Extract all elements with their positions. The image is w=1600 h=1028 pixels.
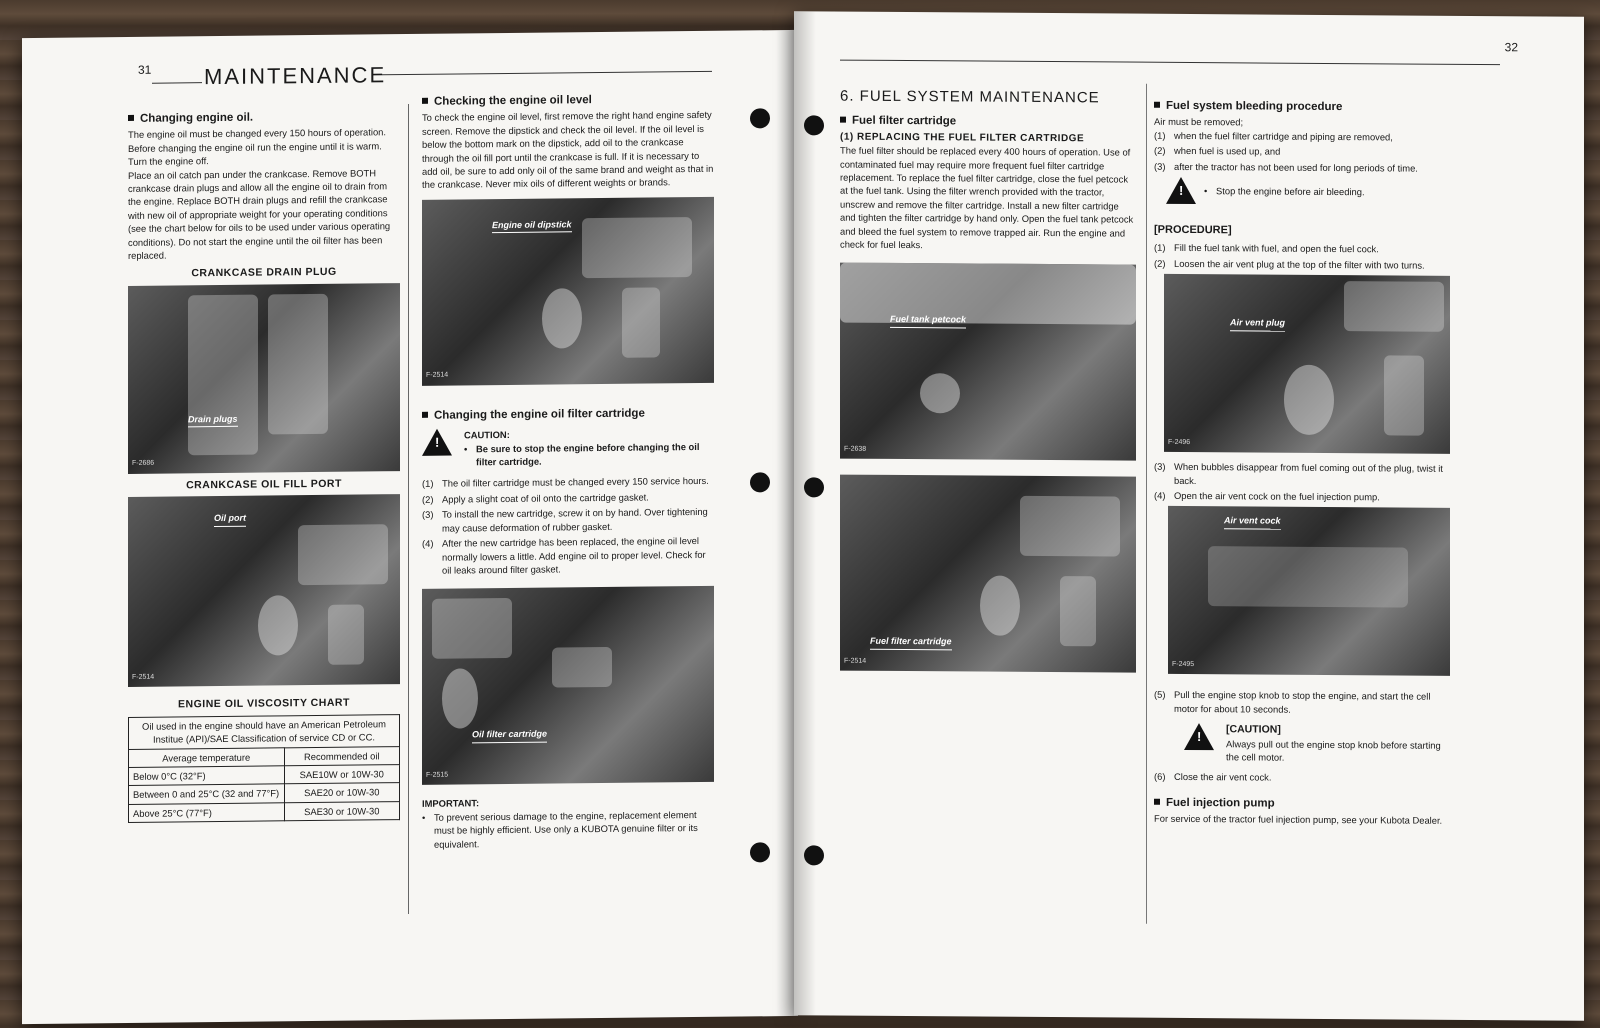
conditions-list xyxy=(1154,129,1450,175)
list-item: (5) Pull the engine stop knob to stop the engine, and start the cell motor for about 10 seconds. xyxy=(1154,689,1431,715)
body-text: The fuel filter should be replaced every 400 hours of operation. Use of contaminated fuel may require more frequent fuel filter cartridge replacement. To replace the fuel filter cartridge, close the fuel petcock at the fuel tank. Using the filter wrench provided with the tractor, unscrew and remove the filter cartridge. Install a new filter cartridge and tighten the filter cartridge by hand only. Open the fuel tank petcock and bleed the fuel system to remove trapped air. Run the engine and check for fuel leaks. xyxy=(840,144,1134,251)
photo-label: Fuel filter cartridge xyxy=(870,635,952,650)
photo-fuel-filter: Fuel filter cartridge F-2514 xyxy=(840,475,1136,673)
binder-hole-icon xyxy=(804,845,824,865)
caution-text: • Be sure to stop the engine before changing the oil filter cartridge. xyxy=(464,439,714,468)
right-column xyxy=(422,93,714,851)
section-title: Fuel injection pump xyxy=(1154,797,1450,812)
viscosity-table xyxy=(128,714,400,823)
list-item: (6) Close the air vent cock. xyxy=(1154,770,1272,783)
list-item: (3) When bubbles disappear from fuel coming out of the plug, twist it back. xyxy=(1154,461,1443,486)
table-header-oil: Recommended oil xyxy=(284,746,399,766)
procedure-list xyxy=(1154,769,1450,784)
list-item: (2) Apply a slight coat of oil onto the cartridge gasket. xyxy=(422,491,649,505)
section-title: Fuel system bleeding procedure xyxy=(1154,100,1450,115)
caution-text: Always pull out the engine stop knob before starting the cell motor. xyxy=(1226,737,1441,763)
list-item: (3) To install the new cartridge, screw it on by hand. Over tightening may cause deformation of rubber gasket. xyxy=(422,506,708,534)
photo-dipstick: Engine oil dipstick F-2514 xyxy=(422,197,714,386)
list-item: (4) After the new cartridge has been replaced, the engine oil level normally lowers a little. Add engine oil to proper level. Check for oil leaks around filter gasket. xyxy=(422,535,706,576)
procedure-title: [PROCEDURE] xyxy=(1154,223,1232,237)
table-note: Oil used in the engine should have an American Petroleum Institue (API)/SAE Classification of service CD or CC. xyxy=(129,714,400,749)
right-column xyxy=(1154,100,1450,828)
warning-text: • Stop the engine before air bleeding. xyxy=(1204,184,1365,199)
photo-label: Air vent cock xyxy=(1224,515,1281,530)
page-number: 31 xyxy=(138,62,152,77)
photo-label: Drain plugs xyxy=(188,413,238,428)
list-item: (1) Fill the fuel tank with fuel, and open the fuel cock. xyxy=(1154,242,1379,255)
important-title: IMPORTANT: xyxy=(422,797,480,810)
procedure-list xyxy=(1154,460,1450,504)
body-text: For service of the tractor fuel injection pump, see your Kubota Dealer. xyxy=(1154,813,1443,827)
warning-triangle-icon: ! xyxy=(1184,723,1214,750)
important-text: • To prevent serious damage to the engine, replacement element must be highly efficient. Use only a KUBOTA genuine filter or its equivalent. xyxy=(422,808,714,851)
photo-label: Engine oil dipstick xyxy=(492,218,572,233)
steps-list xyxy=(422,474,714,577)
section-title: Changing the engine oil filter cartridge xyxy=(422,407,714,423)
binder-hole-icon xyxy=(804,477,824,497)
procedure-list xyxy=(1154,241,1450,272)
left-column xyxy=(128,110,400,823)
list-item: (3) after the tractor has not been used for long periods of time. xyxy=(1154,160,1418,174)
right-page xyxy=(794,11,1584,1021)
binder-hole-icon xyxy=(750,842,770,862)
table-header-temp: Average temperature xyxy=(129,747,285,767)
table-row: Below 0°C (32°F) SAE10W or 10W-30 xyxy=(129,765,400,786)
photo-label: Fuel tank petcock xyxy=(890,313,966,328)
list-item: (2) Loosen the air vent plug at the top of the filter with two turns. xyxy=(1154,257,1425,271)
photo-drain-plug: Drain plugs F-2686 xyxy=(128,283,400,474)
list-item: (4) Open the air vent cock on the fuel injection pump. xyxy=(1154,489,1380,503)
warning-triangle-icon: ! xyxy=(422,429,452,456)
photo-label: Oil filter cartridge xyxy=(472,728,547,743)
body-text: Place an oil catch pan under the crankcase. Remove BOTH crankcase drain plugs and allow all the engine oil to drain from the engine. Replace BOTH drain plugs and refill the crankcase with new oil of appropriate weight for your operating conditions (see the chart below for oils to be used under various operating conditions). Do not start the engine until the oil filter has been replaced. xyxy=(128,166,391,262)
figure-caption: CRANKCASE DRAIN PLUG xyxy=(191,266,337,280)
figure-caption: CRANKCASE OIL FILL PORT xyxy=(186,477,342,492)
warning-note xyxy=(1166,177,1450,206)
left-column xyxy=(840,87,1136,678)
photo-fuel-tank-petcock: Fuel tank petcock F-2638 xyxy=(840,263,1136,461)
photo-label: Oil port xyxy=(214,512,246,527)
body-text: Air must be removed; xyxy=(1154,116,1244,128)
procedure-list xyxy=(1154,688,1450,717)
body-text: The engine oil must be changed every 150 hours of operation. Before changing the engine oil run the engine until it is warm. Turn the engine off. xyxy=(128,126,386,168)
photo-air-vent-cock: Air vent cock F-2495 xyxy=(1168,506,1450,676)
caution-box xyxy=(1184,723,1450,765)
binder-hole-icon xyxy=(750,472,770,492)
page-number: 32 xyxy=(1504,40,1518,55)
table-row: Between 0 and 25°C (32 and 77°F) SAE20 or 10W-30 xyxy=(129,783,400,804)
page-header: MAINTENANCE xyxy=(204,62,387,90)
caution-title: [CAUTION] xyxy=(1226,723,1281,736)
left-page xyxy=(22,30,798,1024)
section-title: Changing engine oil. xyxy=(128,110,400,126)
photo-label: Air vent plug xyxy=(1230,317,1285,332)
section-title: Checking the engine oil level xyxy=(422,93,714,109)
list-item: (1) The oil filter cartridge must be changed every 150 service hours. xyxy=(422,475,709,490)
chart-title: ENGINE OIL VISCOSITY CHART xyxy=(178,696,350,711)
photo-air-vent-plug: Air vent plug F-2496 xyxy=(1164,274,1450,454)
list-item: (2) when fuel is used up, and xyxy=(1154,144,1281,157)
binder-hole-icon xyxy=(804,115,824,135)
caution-title: CAUTION: xyxy=(464,429,510,441)
section-title: Fuel filter cartridge xyxy=(840,115,1136,130)
binder-hole-icon xyxy=(750,108,770,128)
warning-triangle-icon: ! xyxy=(1166,177,1196,204)
body-text: To check the engine oil level, first remove the right hand engine safety screen. Remove the dipstick and check the oil level. If the oil level is below the bottom mark on the dipstick, add oil to the crankcase through the oil fill port until the crankcase is full. If it is necessary to add oil, be sure to add only oil of the same brand and weight as that in the crankcase. Never mix oils of different weights or brands. xyxy=(422,109,714,191)
caution-box xyxy=(422,426,714,469)
list-item: (1) when the fuel filter cartridge and piping are removed, xyxy=(1154,129,1393,143)
table-row: Above 25°C (77°F) SAE30 or 10W-30 xyxy=(129,801,400,822)
photo-oil-filter: Oil filter cartridge F-2515 xyxy=(422,586,714,785)
photo-oil-fill-port: Oil port F-2514 xyxy=(128,494,400,687)
subsection-title: (1) REPLACING THE FUEL FILTER CARTRIDGE xyxy=(840,131,1085,145)
chapter-title: 6. FUEL SYSTEM MAINTENANCE xyxy=(840,87,1100,107)
